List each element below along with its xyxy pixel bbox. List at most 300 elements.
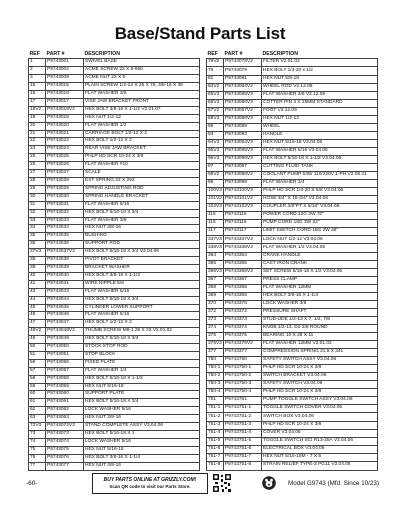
ref-cell: 58 (29, 375, 46, 383)
description-cell: HEX BOLT 3/8-16 X 1-1/2 V2.01.07 (84, 106, 200, 114)
description-cell: BEARING 10 X 28 X 11 (262, 333, 378, 341)
ref-cell: 75 (29, 446, 46, 454)
ref-cell: 29 (29, 185, 46, 193)
ref-cell: 15 (29, 83, 46, 91)
ref-cell: 751-2 (207, 413, 224, 421)
description-cell: HEX BOLT 3/8-16 X 1-1/4 (84, 454, 200, 462)
ref-cell: 39 (29, 264, 46, 272)
description-cell: HEX NUT 5/16-18M - 7 X 6 (262, 453, 378, 461)
table-row (29, 438, 200, 446)
ref-cell: 34 (29, 225, 46, 233)
table-row (29, 98, 200, 106)
description-cell: PHLP HD SCR 10-24 X 3/8 (262, 421, 378, 429)
ref-column-header: REF (207, 51, 218, 57)
part-number-cell: P9743020 (46, 122, 84, 130)
part-number-cell: P9743024 (46, 146, 84, 154)
description-cell: KNOB 1/2-13, D1-3/8 ROUND (262, 324, 378, 332)
table-row (29, 201, 200, 209)
table-row (29, 83, 200, 91)
table-row (29, 359, 200, 367)
part-number-cell: P9743088V3 (224, 115, 262, 123)
table-row (29, 399, 200, 407)
buy-parts-banner (92, 473, 208, 494)
description-cell: CAST IRON CRANK (262, 260, 378, 268)
table-row (207, 461, 378, 470)
table-header-row (207, 51, 378, 59)
part-number-cell: P9743062 (46, 407, 84, 415)
part-number-cell: P9743030 (46, 193, 84, 201)
table-row (29, 178, 200, 186)
part-number-cell: P9743017 (46, 98, 84, 106)
ref-cell: 85V3 (207, 91, 224, 99)
table-row (207, 373, 378, 381)
description-cell: STRAIN RELIEF TYPE-3 PG11 V3.04.06 (262, 461, 378, 470)
table-row (207, 316, 378, 324)
table-row (29, 264, 200, 272)
parts-table-left (28, 51, 200, 471)
ref-cell: 40 (29, 272, 46, 280)
part-number-cell: P9743374 (224, 324, 262, 332)
table-row (207, 276, 378, 284)
part-number-cell: P9743751-1 (224, 405, 262, 413)
description-cell: CARRIAGE BOLT 1/2-12 X 2 (84, 130, 200, 138)
description-cell: COOLANT PUMP 53W 110/220V 1-PH V2.08.21 (262, 172, 378, 180)
description-cell: STOCK STOP ROD (84, 344, 200, 352)
ref-cell: 86V3 (207, 99, 224, 107)
description-cell: HEX BOLT 5/16-18 X 3/4 (84, 336, 200, 344)
part-number-cell: P9743018V2 (46, 106, 84, 114)
part-number-cell: P9743026 (46, 162, 84, 170)
description-cell: HEX BOLT 5/16-18 X 3/4 (84, 296, 200, 304)
description-cell: HEX BOLT 5/16-18 X 3/4 (84, 209, 200, 217)
part-number-cell: P9743050 (46, 344, 84, 352)
table-row (29, 130, 200, 138)
table-row (207, 212, 378, 220)
table-row (29, 296, 200, 304)
ref-cell: 372 (207, 308, 224, 316)
ref-cell: 77 (29, 462, 46, 470)
table-row (29, 304, 200, 312)
table-row (207, 381, 378, 389)
ref-cell: 376V2 (207, 341, 224, 349)
part-number-cell: P9743061 (46, 399, 84, 407)
table-row (29, 367, 200, 375)
table-row (207, 357, 378, 365)
part-number-cell: P9743027 (46, 170, 84, 178)
ref-cell: 30 (29, 193, 46, 201)
description-cell: FLAT WASHER 1/2 V3.04.06 (262, 244, 378, 252)
part-number-cell: P9743375 (224, 333, 262, 341)
part-number-cell: P9743751-2 (224, 413, 262, 421)
ref-cell: 38 (29, 257, 46, 265)
ref-cell: 60 (29, 391, 46, 399)
part-number-cell: P9743101V2 (224, 196, 262, 204)
table-row (207, 83, 378, 91)
table-row (207, 268, 378, 276)
table-row (29, 280, 200, 288)
description-cell: HANDLE (262, 131, 378, 139)
table-row (29, 462, 200, 470)
description-cell: HEX NUT 5/16-18 V3.04.06 (262, 139, 378, 147)
description-cell: FLAT WASHER 5/16 V3.04.06 (262, 147, 378, 155)
description-cell: FLAT WASHER 12MM V2.01.02 (262, 341, 378, 349)
description-cell: HEX BOLT 3/8-16 X 1-1/4 (262, 292, 378, 300)
description-cell: PHLP HD SCR 10-24 X 3/8 (84, 154, 200, 162)
table-row (207, 172, 378, 180)
description-cell: FLAT WASHER 3/8 V3.12.09 (262, 91, 378, 99)
part-number-cell: P9743057 (46, 367, 84, 375)
table-row (29, 383, 200, 391)
description-cell: FLAT WASHER 1/2 (84, 122, 200, 130)
part-number-cell: P9743097 (224, 164, 262, 172)
ref-cell: 337V3 (207, 236, 224, 244)
description-cell: SAFETY SWITCH V3.04.06 (262, 381, 378, 389)
part-number-cell: P9743116 (224, 220, 262, 228)
table-row (29, 75, 200, 83)
table-row (207, 389, 378, 397)
table-row (29, 312, 200, 320)
part-column-header: PART # (224, 51, 243, 57)
table-row (207, 437, 378, 445)
table-row (29, 225, 200, 233)
description-cell: STAND COMPLETE ASSY V3.04.06 (84, 423, 200, 431)
description-cell: FLAT WASHER 5/16 (84, 312, 200, 320)
table-row (207, 220, 378, 228)
table-row (207, 292, 378, 300)
description-cell: PHLP HD SCR 10-24 X 3/8 (262, 389, 378, 397)
part-number-cell: P9743035 (46, 233, 84, 241)
table-row (207, 115, 378, 123)
part-number-cell: P9743019 (46, 114, 84, 122)
part-number-cell: P9743085V3 (224, 91, 262, 99)
part-number-cell: P9743365 (224, 260, 262, 268)
description-cell: SPRING ADJUSTING ROD (84, 185, 200, 193)
description-cell: SWITCH BOX V3.04.06 (262, 413, 378, 421)
part-number-cell: P9743073 (46, 431, 84, 439)
table-row (29, 407, 200, 415)
part-number-cell: P9743025 (46, 154, 84, 162)
table-row (29, 138, 200, 146)
description-column-header: DESCRIPTION (262, 51, 298, 57)
description-cell: LOCK WASHER 3/8 (262, 300, 378, 308)
part-number-cell: P9743059 (46, 383, 84, 391)
description-cell: PHLP HD SCR 10-24 X 3/8 (262, 365, 378, 373)
table-row (29, 209, 200, 217)
table-row (207, 75, 378, 83)
table-row (207, 341, 378, 349)
table-row (29, 59, 200, 67)
description-cell: BUSHING (84, 233, 200, 241)
part-number-cell: P9743089 (224, 123, 262, 131)
model-label: Model G9743 (Mfd. Since 10/23) (288, 480, 380, 487)
ref-cell: 750-1 (207, 365, 224, 373)
description-cell: SCALE (84, 170, 200, 178)
part-number-cell: P9743049 (46, 336, 84, 344)
ref-cell: 117 (207, 228, 224, 236)
table-row (29, 336, 200, 344)
description-cell: HEX NUT 3/8-16 (84, 225, 200, 233)
buy-parts-text: BUY PARTS ONLINE AT GRIZZLY.COM! (103, 477, 197, 483)
ref-cell: 25 (29, 154, 46, 162)
ref-cell: 79 (207, 67, 224, 75)
table-row (207, 333, 378, 341)
description-cell: ACME NUT 22 X 5 (84, 75, 200, 83)
table-row (29, 328, 200, 336)
table-row (207, 324, 378, 332)
description-cell: REAR VISE JAW BRACKET (84, 146, 200, 154)
ref-cell: 116 (207, 220, 224, 228)
description-cell: FOOT V2.12.09 (262, 107, 378, 115)
ref-cell: 375 (207, 333, 224, 341)
part-number-cell: P9743032 (46, 209, 84, 217)
part-number-cell: P9743751 (224, 397, 262, 405)
part-number-cell: P9743373 (224, 316, 262, 324)
description-cell: HOSE 3/4" X 15-3/4" V2.04.06 (262, 196, 378, 204)
ref-cell: 49 (29, 336, 46, 344)
table-row (29, 351, 200, 359)
part-number-cell: P9743033 (46, 217, 84, 225)
description-cell: BRACKET WASHER (84, 264, 200, 272)
ref-cell: 366V3 (207, 268, 224, 276)
description-cell: COMPRESSION SPRING 31.5 X 34L (262, 349, 378, 357)
scan-qr-text: Scan QR code to visit our Parts Store. (109, 484, 191, 489)
description-cell: HEX NUT 5/16-18 (84, 383, 200, 391)
description-cell: CUTTING FLUID TANK (262, 164, 378, 172)
ref-cell: 2 (29, 67, 46, 75)
table-row (207, 67, 378, 75)
ref-cell: 59 (29, 383, 46, 391)
description-cell: HEX BOLT 5/16-18 X 3/4 (84, 399, 200, 407)
part-number-cell: P9743045 (46, 304, 84, 312)
ref-cell: 61 (29, 399, 46, 407)
part-number-cell: P9743021 (46, 130, 84, 138)
description-cell: EXT SPRING 32 X 292 (84, 178, 200, 186)
description-cell: PIVOT BRACKET (84, 257, 200, 265)
part-number-cell: P9743095V3 (224, 147, 262, 155)
part-number-cell: P9743036 (46, 241, 84, 249)
ref-cell: 43 (29, 288, 46, 296)
ref-column-header: REF (29, 51, 40, 57)
table-row (29, 91, 200, 99)
description-cell: SUPPORT PLATE (84, 391, 200, 399)
part-number-cell: P9743081 (224, 75, 262, 83)
ref-cell: 45 (29, 304, 46, 312)
table-row (29, 288, 200, 296)
part-number-cell: P9743751-6 (224, 445, 262, 453)
ref-cell: 26 (29, 162, 46, 170)
description-cell: HEX BOLT 1/2-12 X 2 (84, 138, 200, 146)
table-row (29, 272, 200, 280)
part-number-cell: P9743074 (46, 438, 84, 446)
table-row (29, 423, 200, 431)
ref-cell: 373 (207, 316, 224, 324)
part-number-cell: P9743376V2 (224, 341, 262, 349)
table-row (207, 365, 378, 373)
part-number-cell: P9743058 (46, 375, 84, 383)
table-row (207, 244, 378, 252)
description-cell: HEX NUT 5/8-18 (262, 75, 378, 83)
ref-cell: 84V2 (207, 83, 224, 91)
part-number-cell: P9743367 (224, 276, 262, 284)
description-cell: FLAT WASHER 3/8 (84, 91, 200, 99)
grizzly-bear-logo-icon (262, 476, 276, 490)
part-number-cell: P9743100V3 (224, 188, 262, 196)
ref-cell: 102V3 (207, 204, 224, 212)
table-row (29, 249, 200, 257)
part-number-cell: P9743077 (46, 462, 84, 470)
description-cell: FILTER V2.01.02 (262, 59, 378, 67)
description-cell: SPRING HANDLE BRACKET (84, 193, 200, 201)
table-row (207, 260, 378, 268)
ref-cell: 751 (207, 397, 224, 405)
part-number-cell: P9743086V3 (224, 99, 262, 107)
ref-cell: 18V2 (29, 106, 46, 114)
part-number-cell: P9743750-3 (224, 381, 262, 389)
ref-cell: 37V3 (29, 249, 46, 257)
part-number-cell: P9743084V2 (224, 83, 262, 91)
description-cell: LOCK WASHER 5/16 (84, 438, 200, 446)
description-cell: HEX NUT 3/8-16 (84, 462, 200, 470)
table-row (207, 131, 378, 139)
description-cell: PUMP CORD 18G 3W 22" (262, 220, 378, 228)
table-row (207, 188, 378, 196)
description-cell: SWITCH BRACKET V3.04.06 (262, 373, 378, 381)
part-number-cell: P9743115 (224, 212, 262, 220)
description-cell: VISE JAW BRACKET FRONT (84, 98, 200, 106)
table-row (207, 300, 378, 308)
part-number-cell: P9743751-7 (224, 453, 262, 461)
part-number-cell: P9743750-1 (224, 365, 262, 373)
ref-cell: 93 (207, 131, 224, 139)
part-number-cell: P9743043 (46, 288, 84, 296)
table-row (207, 308, 378, 316)
description-cell: FLAT WASHER 12MM (262, 284, 378, 292)
description-cell: HEX BOLT 3/8-16 X 1-1/2 (84, 272, 200, 280)
part-number-cell: P9743751-8 (224, 461, 262, 470)
ref-cell: 19 (29, 114, 46, 122)
description-cell: FIXED PLATE (84, 359, 200, 367)
description-column-header: DESCRIPTION (84, 51, 120, 57)
description-cell: HEX BOLT 1/2-12 X 2 (84, 320, 200, 328)
table-row (29, 154, 200, 162)
description-cell: PUMP TOGGLE SWITCH ASSY V3.04.06 (262, 397, 378, 405)
ref-cell: 35 (29, 233, 46, 241)
table-row (29, 241, 200, 249)
description-cell: FLAT WASHER 3/8 (84, 217, 200, 225)
table-row (29, 162, 200, 170)
ref-cell: 338V3 (207, 244, 224, 252)
ref-cell: 20 (29, 122, 46, 130)
description-cell: WHEEL ROD V2.12.09 (262, 83, 378, 91)
ref-cell: 56 (29, 359, 46, 367)
ref-cell: 1 (29, 59, 46, 67)
ref-cell: 17 (29, 98, 46, 106)
ref-cell: 44 (29, 296, 46, 304)
ref-cell: 46 (29, 312, 46, 320)
ref-cell: 3 (29, 75, 46, 83)
parts-table-left-body (29, 59, 200, 470)
part-number-cell: P9743044 (46, 296, 84, 304)
ref-cell: 76 (29, 454, 46, 462)
ref-cell: 31 (29, 201, 46, 209)
ref-cell: 751-1 (207, 405, 224, 413)
qr-code-icon[interactable] (212, 473, 232, 493)
description-cell: HEX NUT 3/8-16 (84, 415, 200, 423)
part-number-cell: P9743029 (46, 185, 84, 193)
table-row (207, 429, 378, 437)
ref-cell: 51 (29, 351, 46, 359)
description-cell: HEX BOLT 5/16-18 X 1-1/2 (84, 375, 200, 383)
table-row (207, 59, 378, 67)
ref-cell: 89 (207, 123, 224, 131)
table-row (29, 431, 200, 439)
table-row (207, 349, 378, 357)
part-number-cell: P9743078V2 (224, 59, 262, 67)
description-cell: TOGGLE SWITCH SCI R13-25A V3.04.06 (262, 437, 378, 445)
description-cell: WIRE NIPPLE 5/8 (84, 280, 200, 288)
part-number-cell: P9743072V3 (46, 423, 84, 431)
ref-cell: 98V2 (207, 172, 224, 180)
part-number-cell: P9743056 (46, 359, 84, 367)
page-footer (0, 470, 400, 500)
description-cell: ELECTRICAL BOX V3.04.06 (262, 445, 378, 453)
description-cell: HEX BOLT 1/4-20 x 1/2 (262, 67, 378, 75)
table-row (29, 415, 200, 423)
ref-cell: 750-4 (207, 389, 224, 397)
part-number-cell: P9743015 (46, 83, 84, 91)
ref-cell: 57 (29, 367, 46, 375)
part-number-cell: P9743366V3 (224, 268, 262, 276)
part-number-cell: P9743028 (46, 178, 84, 186)
table-row (207, 228, 378, 236)
part-number-cell: P9743076 (46, 454, 84, 462)
ref-cell: 94V3 (207, 139, 224, 147)
ref-cell: 78V2 (207, 59, 224, 67)
parts-table-right (206, 51, 378, 471)
part-number-cell: P9743031 (46, 201, 84, 209)
ref-cell: 81 (207, 75, 224, 83)
part-number-cell: P9743046 (46, 312, 84, 320)
part-number-cell: P9743016 (46, 91, 84, 99)
description-cell: SET SCREW 5/16-18 X 1/2 V3.04.06 (262, 268, 378, 276)
ref-cell: 33 (29, 217, 46, 225)
description-cell: HEX BOLT 5/16-18 X 3/4 V3.04.06 (84, 249, 200, 257)
part-number-cell: P9743377 (224, 349, 262, 357)
ref-cell: 115 (207, 212, 224, 220)
part-number-cell: P9743117 (224, 228, 262, 236)
part-number-cell: P9743047 (46, 320, 84, 328)
ref-cell: 368 (207, 284, 224, 292)
ref-cell: 750-3 (207, 381, 224, 389)
table-row (29, 185, 200, 193)
table-row (29, 217, 200, 225)
table-row (29, 193, 200, 201)
table-row (29, 122, 200, 130)
ref-cell: 36 (29, 241, 46, 249)
ref-cell: 369 (207, 292, 224, 300)
description-cell: STOP BLOCK (84, 351, 200, 359)
description-cell: STUD-UDE 1/2-13 X 7, 1/2, 7/8 (262, 316, 378, 324)
ref-cell: 95V3 (207, 147, 224, 155)
description-cell: TOGGLE SWITCH COVER V3.04.06 (262, 405, 378, 413)
description-cell: HEX NUT 1/2-12 (262, 115, 378, 123)
description-cell: FLAT WASHER 5/16 (84, 288, 200, 296)
table-row (29, 391, 200, 399)
part-number-cell: P9743369 (224, 292, 262, 300)
ref-cell: 751-5 (207, 437, 224, 445)
description-cell: COUPLER 3/8"PT X 5/16" V3.04.06 (262, 204, 378, 212)
ref-cell: 367 (207, 276, 224, 284)
